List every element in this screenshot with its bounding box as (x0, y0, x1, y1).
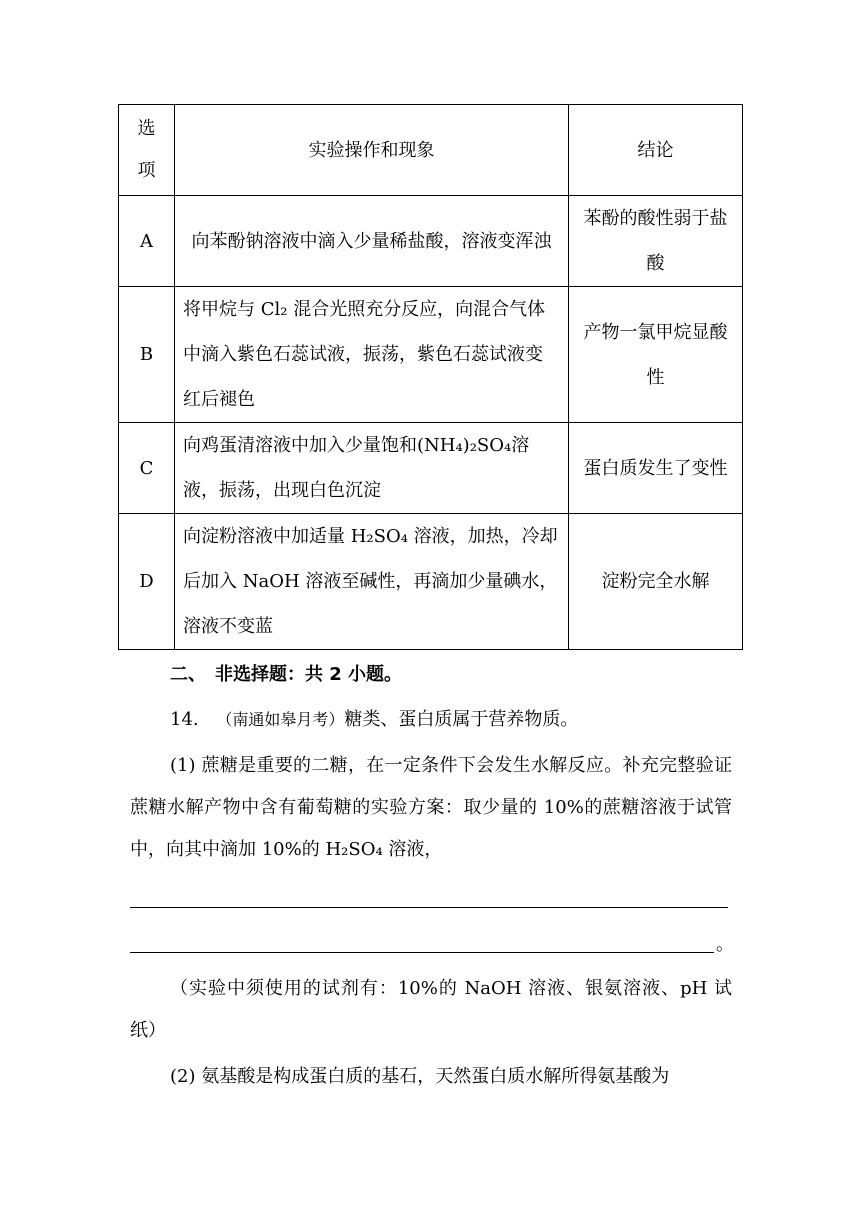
table-row (119, 287, 743, 423)
section-title: 二、 非选择题：共 2 小题。 (170, 664, 403, 685)
question-part-1: (1) 蔗糖是重要的二糖，在一定条件下会发生水解反应。补充完整验证蔗糖水解产物中含有葡萄糖的实验方案：取少量的 10%的蔗糖溶液于试管中，向其中滴加 10%的 H₂SO₄ 溶液， (130, 755, 732, 860)
question-source: （南通如皋月考） (216, 710, 345, 729)
conclusion-cell: 产物一氯甲烷显酸性 (569, 287, 743, 423)
option-label: A (119, 196, 175, 287)
blank-end-mark: 。 (716, 934, 734, 955)
reagents-note: （实验中须使用的试剂有：10%的 NaOH 溶液、银氨溶液、pH 试纸） (130, 978, 732, 1041)
question-stem: 糖类、蛋白质属于营养物质。 (344, 709, 579, 730)
conclusion-cell: 苯酚的酸性弱于盐酸 (569, 196, 743, 287)
option-label: D (119, 514, 175, 650)
table-row (119, 196, 743, 287)
operation-cell: 向苯酚钠溶液中滴入少量稀盐酸，溶液变浑浊 (175, 196, 569, 287)
table-row (119, 514, 743, 650)
header-operation: 实验操作和现象 (175, 105, 569, 196)
option-label: B (119, 287, 175, 423)
answer-blank-line-1 (130, 907, 728, 908)
conclusion-cell: 淀粉完全水解 (569, 514, 743, 650)
question-14-title (170, 705, 770, 731)
operation-cell: 向鸡蛋清溶液中加入少量饱和(NH₄)₂SO₄溶液，振荡，出现白色沉淀 (175, 423, 569, 514)
conclusion-cell: 蛋白质发生了变性 (569, 423, 743, 514)
header-option: 选项 (119, 105, 175, 196)
header-conclusion: 结论 (569, 105, 743, 196)
question-number: 14. (170, 709, 199, 730)
operation-cell: 将甲烷与 Cl₂ 混合光照充分反应，向混合气体中滴入紫色石蕊试液，振荡，紫色石蕊试液变红后褪色 (175, 287, 569, 423)
answer-blank-line-2 (130, 952, 714, 953)
operation-cell: 向淀粉溶液中加适量 H₂SO₄ 溶液，加热，冷却后加入 NaOH 溶液至碱性，再滴加少量碘水，溶液不变蓝 (175, 514, 569, 650)
table-header-row (119, 105, 743, 196)
option-label: C (119, 423, 175, 514)
experiment-table (118, 104, 743, 650)
table-row (119, 423, 743, 514)
question-part-2: (2) 氨基酸是构成蛋白质的基石，天然蛋白质水解所得氨基酸为 (170, 1066, 670, 1087)
